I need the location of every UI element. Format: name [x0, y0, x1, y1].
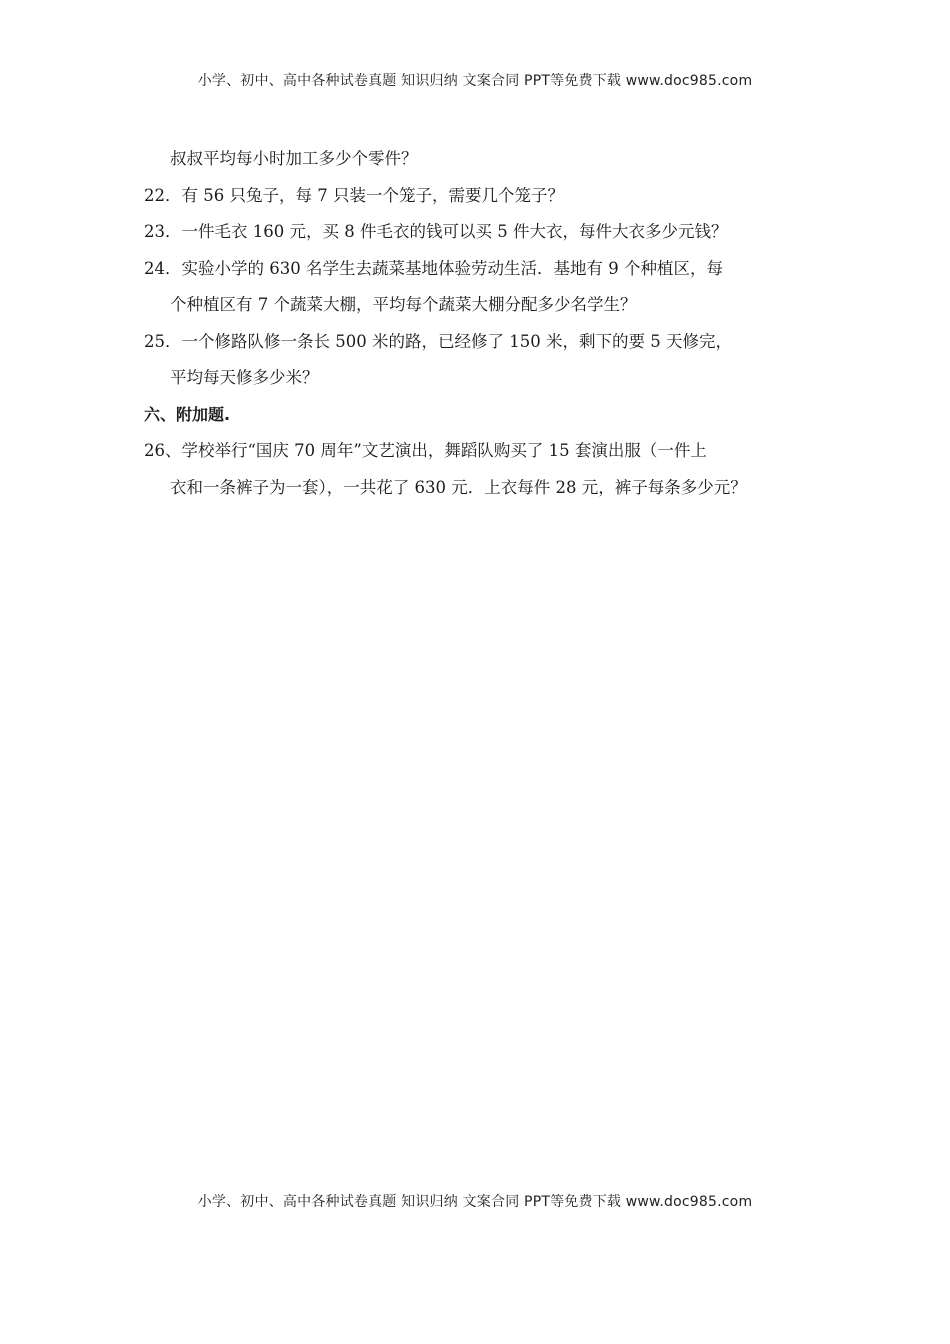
question-21-continuation: 叔叔平均每小时加工多少个零件？	[170, 149, 418, 168]
question-25-line-1: 25．一个修路队修一条长 500 米的路，已经修了 150 米，剩下的要 5 天修完，	[144, 331, 732, 351]
document-body	[144, 141, 824, 506]
question-23: 23．一件毛衣 160 元，买 8 件毛衣的钱可以买 5 件大衣，每件大衣多少元钱？	[144, 222, 728, 241]
question-24-line-1: 24．实验小学的 630 名学生去蔬菜基地体验劳动生活．基地有 9 个种植区，每	[144, 258, 723, 278]
question-26-line-1: 26、学校举行“国庆 70 周年”文艺演出，舞蹈队购买了 15 套演出服（一件上	[144, 441, 707, 460]
section-title-bonus: 六、附加题.	[144, 404, 231, 424]
page-footer: 小学、初中、高中各种试卷真题 知识归纳 文案合同 PPT等免费下载 www.doc985.com	[197, 1194, 753, 1210]
question-24-line-2: 个种植区有 7 个蔬菜大棚，平均每个蔬菜大棚分配多少名学生？	[170, 295, 637, 314]
page-header: 小学、初中、高中各种试卷真题 知识归纳 文案合同 PPT等免费下载 www.doc985.com	[197, 73, 753, 89]
question-26-line-2: 衣和一条裤子为一套），一共花了 630 元．上衣每件 28 元，裤子每条多少元？	[170, 477, 747, 497]
question-22: 22．有 56 只兔子，每 7 只装一个笼子，需要几个笼子？	[144, 185, 564, 205]
question-25-line-2: 平均每天修多少米？	[170, 368, 319, 387]
